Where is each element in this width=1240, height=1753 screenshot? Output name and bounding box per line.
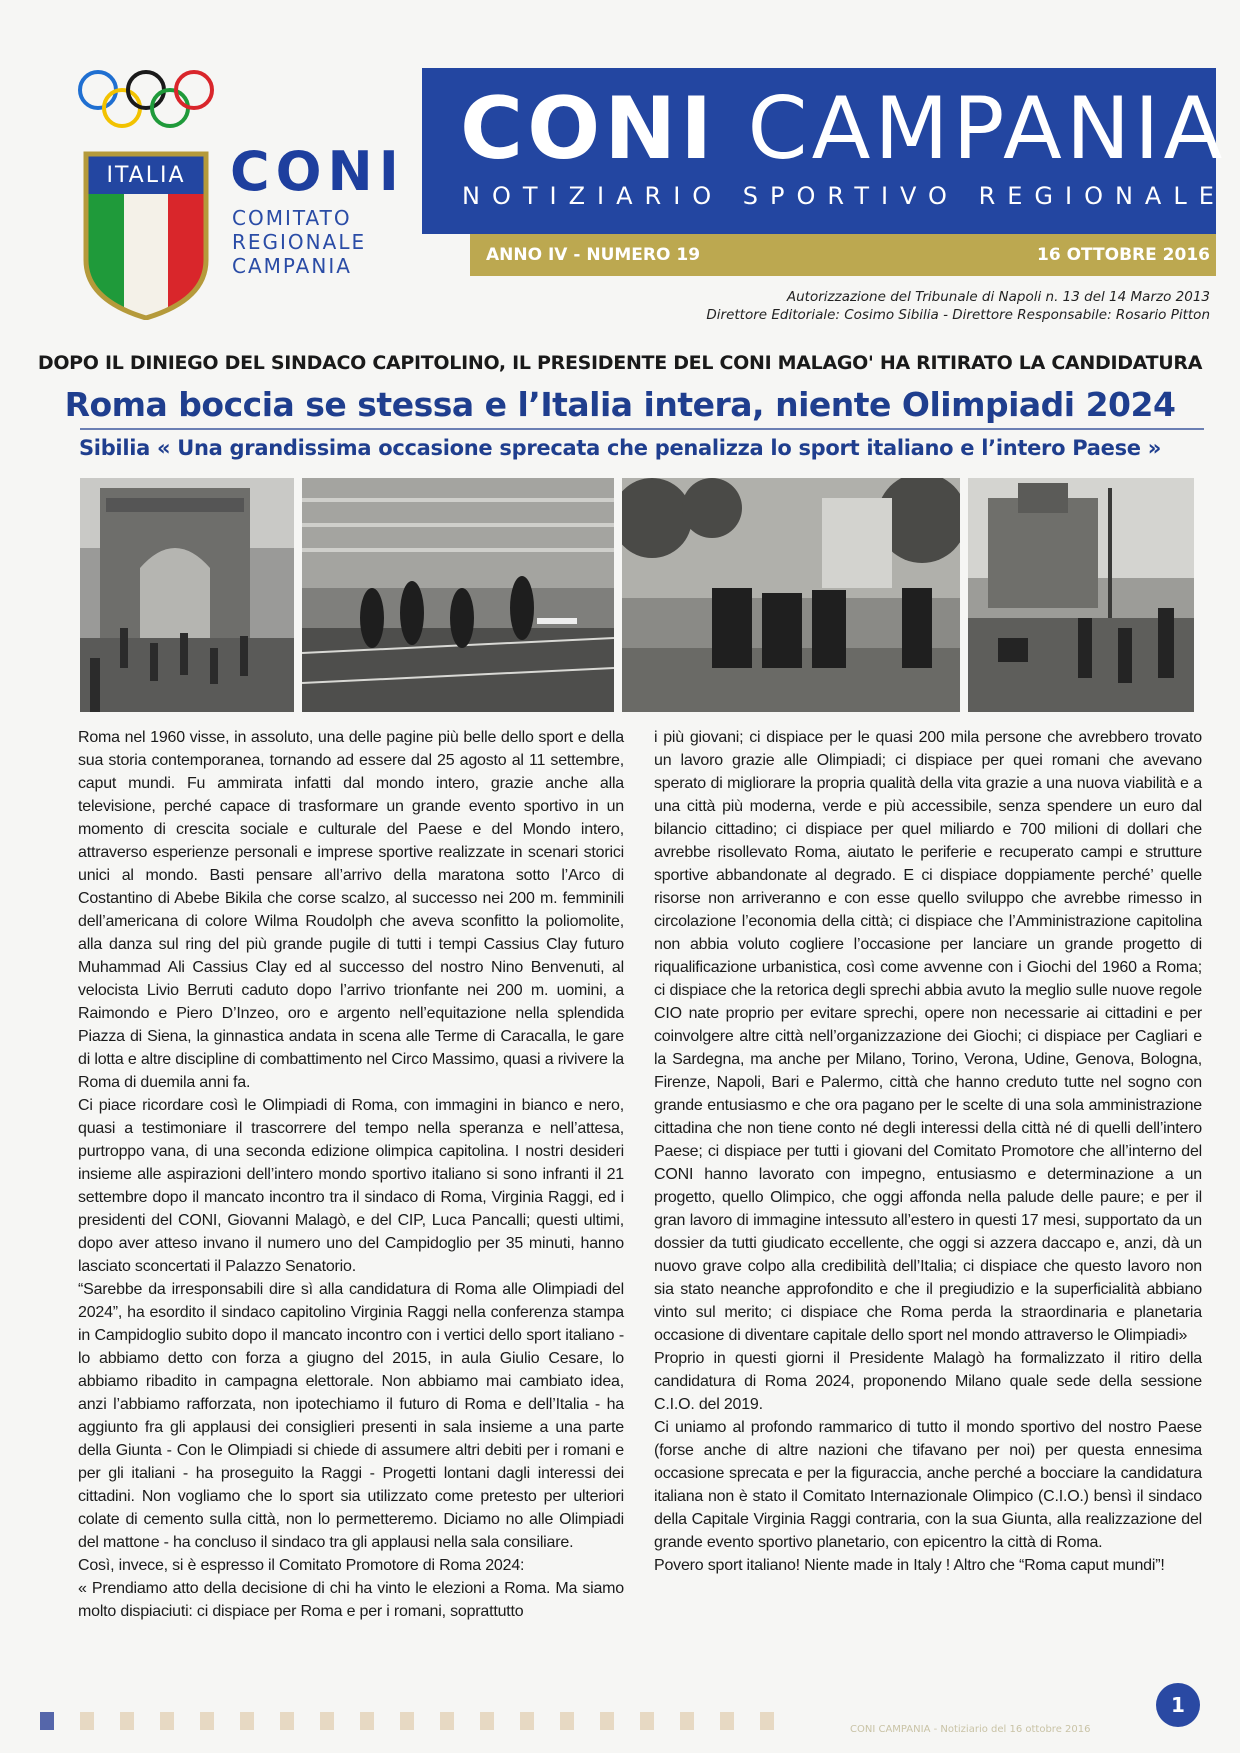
olympic-rings-icon (76, 68, 216, 134)
footer-faint-text: CONI CAMPANIA - Notiziario del 16 ottobre 2016 (850, 1724, 1091, 1735)
authorization-note (706, 288, 1210, 324)
masthead-title-light: CAMPANIA (747, 79, 1227, 179)
marathon-arch-photo (80, 478, 294, 712)
italia-shield-icon (82, 150, 210, 320)
article-paragraph: « Prendiamo atto della decisione di chi ha vinto le elezioni a Roma. Ma siamo molto dispiaciuti: ci dispiace per Roma e per i romani, soprattutto (78, 1580, 624, 1620)
article-subhead: Sibilia « Una grandissima occasione sprecata che penalizza lo sport italiano e l’intero Paese » (78, 436, 1162, 460)
article-kicker: DOPO IL DINIEGO DEL SINDACO CAPITOLINO, IL PRESIDENTE DEL CONI MALAGO' HA RITIRATO LA CANDIDATURA (37, 352, 1203, 374)
article-paragraph: i più giovani; ci dispiace per le quasi 200 mila persone che avrebbero trovato un lavoro grazie alle Olimpiadi; ci dispiace per quei romani che avevano sperato di migliorare la propria qualità della vita grazie a una nuova viabilità e a una città più moderna, verde e più accessibile, senza spendere un euro dal bilancio cittadino; ci dispiace per quel miliardo e 700 milioni di dollari che avrebbe risollevato Roma, aiutato le periferie e recuperato campi e strutture sportive abbandonate al degrado. E ci dispiace doppiamente perché’ quelle risorse non arriveranno e con esse quello sviluppo che avrebbe rimesso in circolazione l’economia della città; ci dispiace che l’Amministrazione capitolina non abbia voluto cogliere l’occasione per lanciare un grande progetto di riqualificazione urbanistica, così come avvenne con i Giochi del 1960 a Roma; ci dispiace che la retorica degli sprechi abbia avuto la meglio sulle nuove regole CIO nate proprio per evitare sprechi, opere non necessarie ai cittadini e per coinvolgere altre città nell’organizzazione dei Giochi; ci dispiace per Cagliari e la Sardegna, ma anche per Milano, Torino, Verona, Udine, Genova, Bologna, Firenze, Napoli, Bari e Palermo, città che hanno creduto tutte nel sogno con grande entusiasmo e che ora pagano per le scelte di una sola amministrazione cittadina che non tiene conto né degli interessi della città né di quelli dell’intero Paese; ci dispiace per tutti i giovani del Comitato Promotore che all’interno del CONI hanno lavorato con impegno, entusiasmo e determinazione a un progetto, quello Olimpico, che oggi affonda nella palude delle paure; e per il gran lavoro di immagine intessuto all’estero in questi 17 mesi, supportato da un dossier da tutti giudicato eccellente, che oggi si azzera daccapo e, anzi, dà un nuovo grave colpo alla credibilità dell’Italia; ci dispiace che questo lavoro non sia stato neanche approfondito e che il pregiudizio e la superficialità abbiano vinto sul merito; ci dispiace che Roma perda la straordinaria e planetaria occasione di diventare capitale dello sport nel mondo attraverso le Olimpiadi» (654, 729, 1202, 1344)
article-paragraph: Povero sport italiano! Niente made in Italy ! Altro che “Roma caput mundi”! (654, 1557, 1165, 1574)
issue-number: ANNO IV - NUMERO 19 (486, 245, 701, 265)
sprint-race-photo (302, 478, 614, 712)
coni-subtitle-line: CAMPANIA (232, 254, 352, 278)
article-column-left (78, 726, 624, 1623)
article-paragraph: Roma nel 1960 visse, in assoluto, una delle pagine più belle dello sport e della sua storia contemporanea, tornando ad essere dal 25 agosto al 11 settembre, caput mundi. Fu ammirata infatti dal mondo intero, grazie anche alla televisione, perché capace di trasformare un grande evento sportivo in un momento di crescita sociale e culturale del Paese e del Mondo intero, attraverso esperienze personali e imprese sportive realizzate in scenari storici unici al mondo. Basti pensare all’arrivo della maratona sotto l’Arco di Costantino di Abebe Bikila che corse scalzo, al successo nei 200 m. femminili dell’americana di colore Wilma Roudolph che aveva sconfitto la poliomolite, alla danza sul ring del più grande pugile di tutti i tempi Cassius Clay futuro Muhammad Ali Cassius Clay ed al successo del nostro Nino Benvenuti, al velocista Livio Berruti caduto dopo l’arrivo trionfante nei 200 m. uomini, a Raimondo e Piero D’Inzeo, oro e argento nell’equitazione nella splendida Piazza di Siena, la ginnastica andata in scena alle Terme di Caracalla, le gare di lotta e altre discipline di combattimento nel Circo Massimo, quasi a rivivere la Roma di duemila anni fa. (78, 729, 624, 1091)
castel-santangelo-photo (968, 478, 1194, 712)
coni-subtitle-line: REGIONALE (232, 230, 367, 254)
article-headline: Roma boccia se stessa e l’Italia intera, niente Olimpiadi 2024 (64, 385, 1176, 424)
article-paragraph: Ci piace ricordare così le Olimpiadi di Roma, con immagini in bianco e nero, quasi a testimoniare il trascorrere del tempo nella speranza e nell’attesa, purtroppo vana, di una seconda edizione olimpica capitolina. I nostri desideri insieme alle aspirazioni dell’intero mondo sportivo italiano si sono infranti il 21 settembre dopo il mancato incontro tra il sindaco di Roma, Virginia Raggi, ed i presidenti del CONI, Giovanni Malagò, e del CIP, Luca Pancalli; questi ultimi, dopo aver atteso invano il numero uno del Campidoglio per 35 minuti, hanno lasciato sconcertati il Palazzo Senatorio. (78, 1097, 624, 1275)
headline-rule (80, 428, 1204, 430)
editors-line: Direttore Editoriale: Cosimo Sibilia - Direttore Responsabile: Rosario Pitton (706, 307, 1210, 323)
article-paragraph: “Sarebbe da irresponsabili dire sì alla candidatura di Roma alle Olimpiadi del 2024”, ha esordito il sindaco capitolino Virginia Raggi nella conferenza stampa in Campidoglio subito dopo il mancato incontro con i vertici dello sport italiano - lo abbiamo detto con forza a giugno del 2015, in aula Giulio Cesare, lo abbiamo ribadito in campagna elettorale. Non abbiamo mai cambiato idea, anzi l’abbiamo rafforzata, non ipotechiamo il futuro di Roma e dell’Italia - ha aggiunto fra gli applausi dei consiglieri presenti in sala insieme a una parte della Giunta - Con le Olimpiadi si chiede di assumere altri debiti per i romani e per gli italiani - ha proseguito la Raggi - Progetti lontani dagli interessi dei cittadini. Non vogliamo che lo sport sia utilizzato come pretesto per ulteriori colate di cemento sulla città, non lo permetteremo. Diciamo no alle Olimpiadi del mattone - ha concluso il sindaco tra gli applausi nella sala consiliare. (78, 1281, 624, 1551)
masthead-subtitle: NOTIZIARIO SPORTIVO REGIONALE (462, 182, 1226, 210)
article-paragraph: Ci uniamo al profondo rammarico di tutto il mondo sportivo del nostro Paese (forse anche di altre nazioni che tifavano per noi) per questa ennesima occasione sprecata e per la figuraccia, anche perché a bocciare la candidatura italiana non è stato il Comitato Internazionale Olimpico (C.I.O.) bensì il sindaco della Capitale Virginia Raggi contraria, con la sua Giunta, alla realizzazione del grande evento sportivo planetario, con epicentro la città di Roma. (654, 1419, 1202, 1551)
coni-subtitle (232, 206, 366, 278)
shield-label: ITALIA (106, 163, 186, 188)
article-column-right (654, 726, 1202, 1577)
issue-date: 16 OTTOBRE 2016 (1037, 245, 1210, 265)
article-paragraph: Proprio in questi giorni il Presidente Malagò ha formalizzato il ritiro della candidatura di Roma 2024, proponendo Milano quale sede della sessione C.I.O. del 2019. (654, 1350, 1202, 1413)
authorization-line: Autorizzazione del Tribunale di Napoli n. 13 del 14 Marzo 2013 (786, 289, 1210, 305)
page-number: 1 (1156, 1683, 1200, 1727)
coni-wordmark: CONI (230, 140, 405, 203)
masthead-title-bold: CONI (460, 79, 717, 179)
masthead-title (460, 79, 1227, 179)
coni-subtitle-line: COMITATO (232, 206, 352, 230)
equestrian-photo (622, 478, 960, 712)
article-paragraph: Così, invece, si è espresso il Comitato Promotore di Roma 2024: (78, 1557, 525, 1574)
